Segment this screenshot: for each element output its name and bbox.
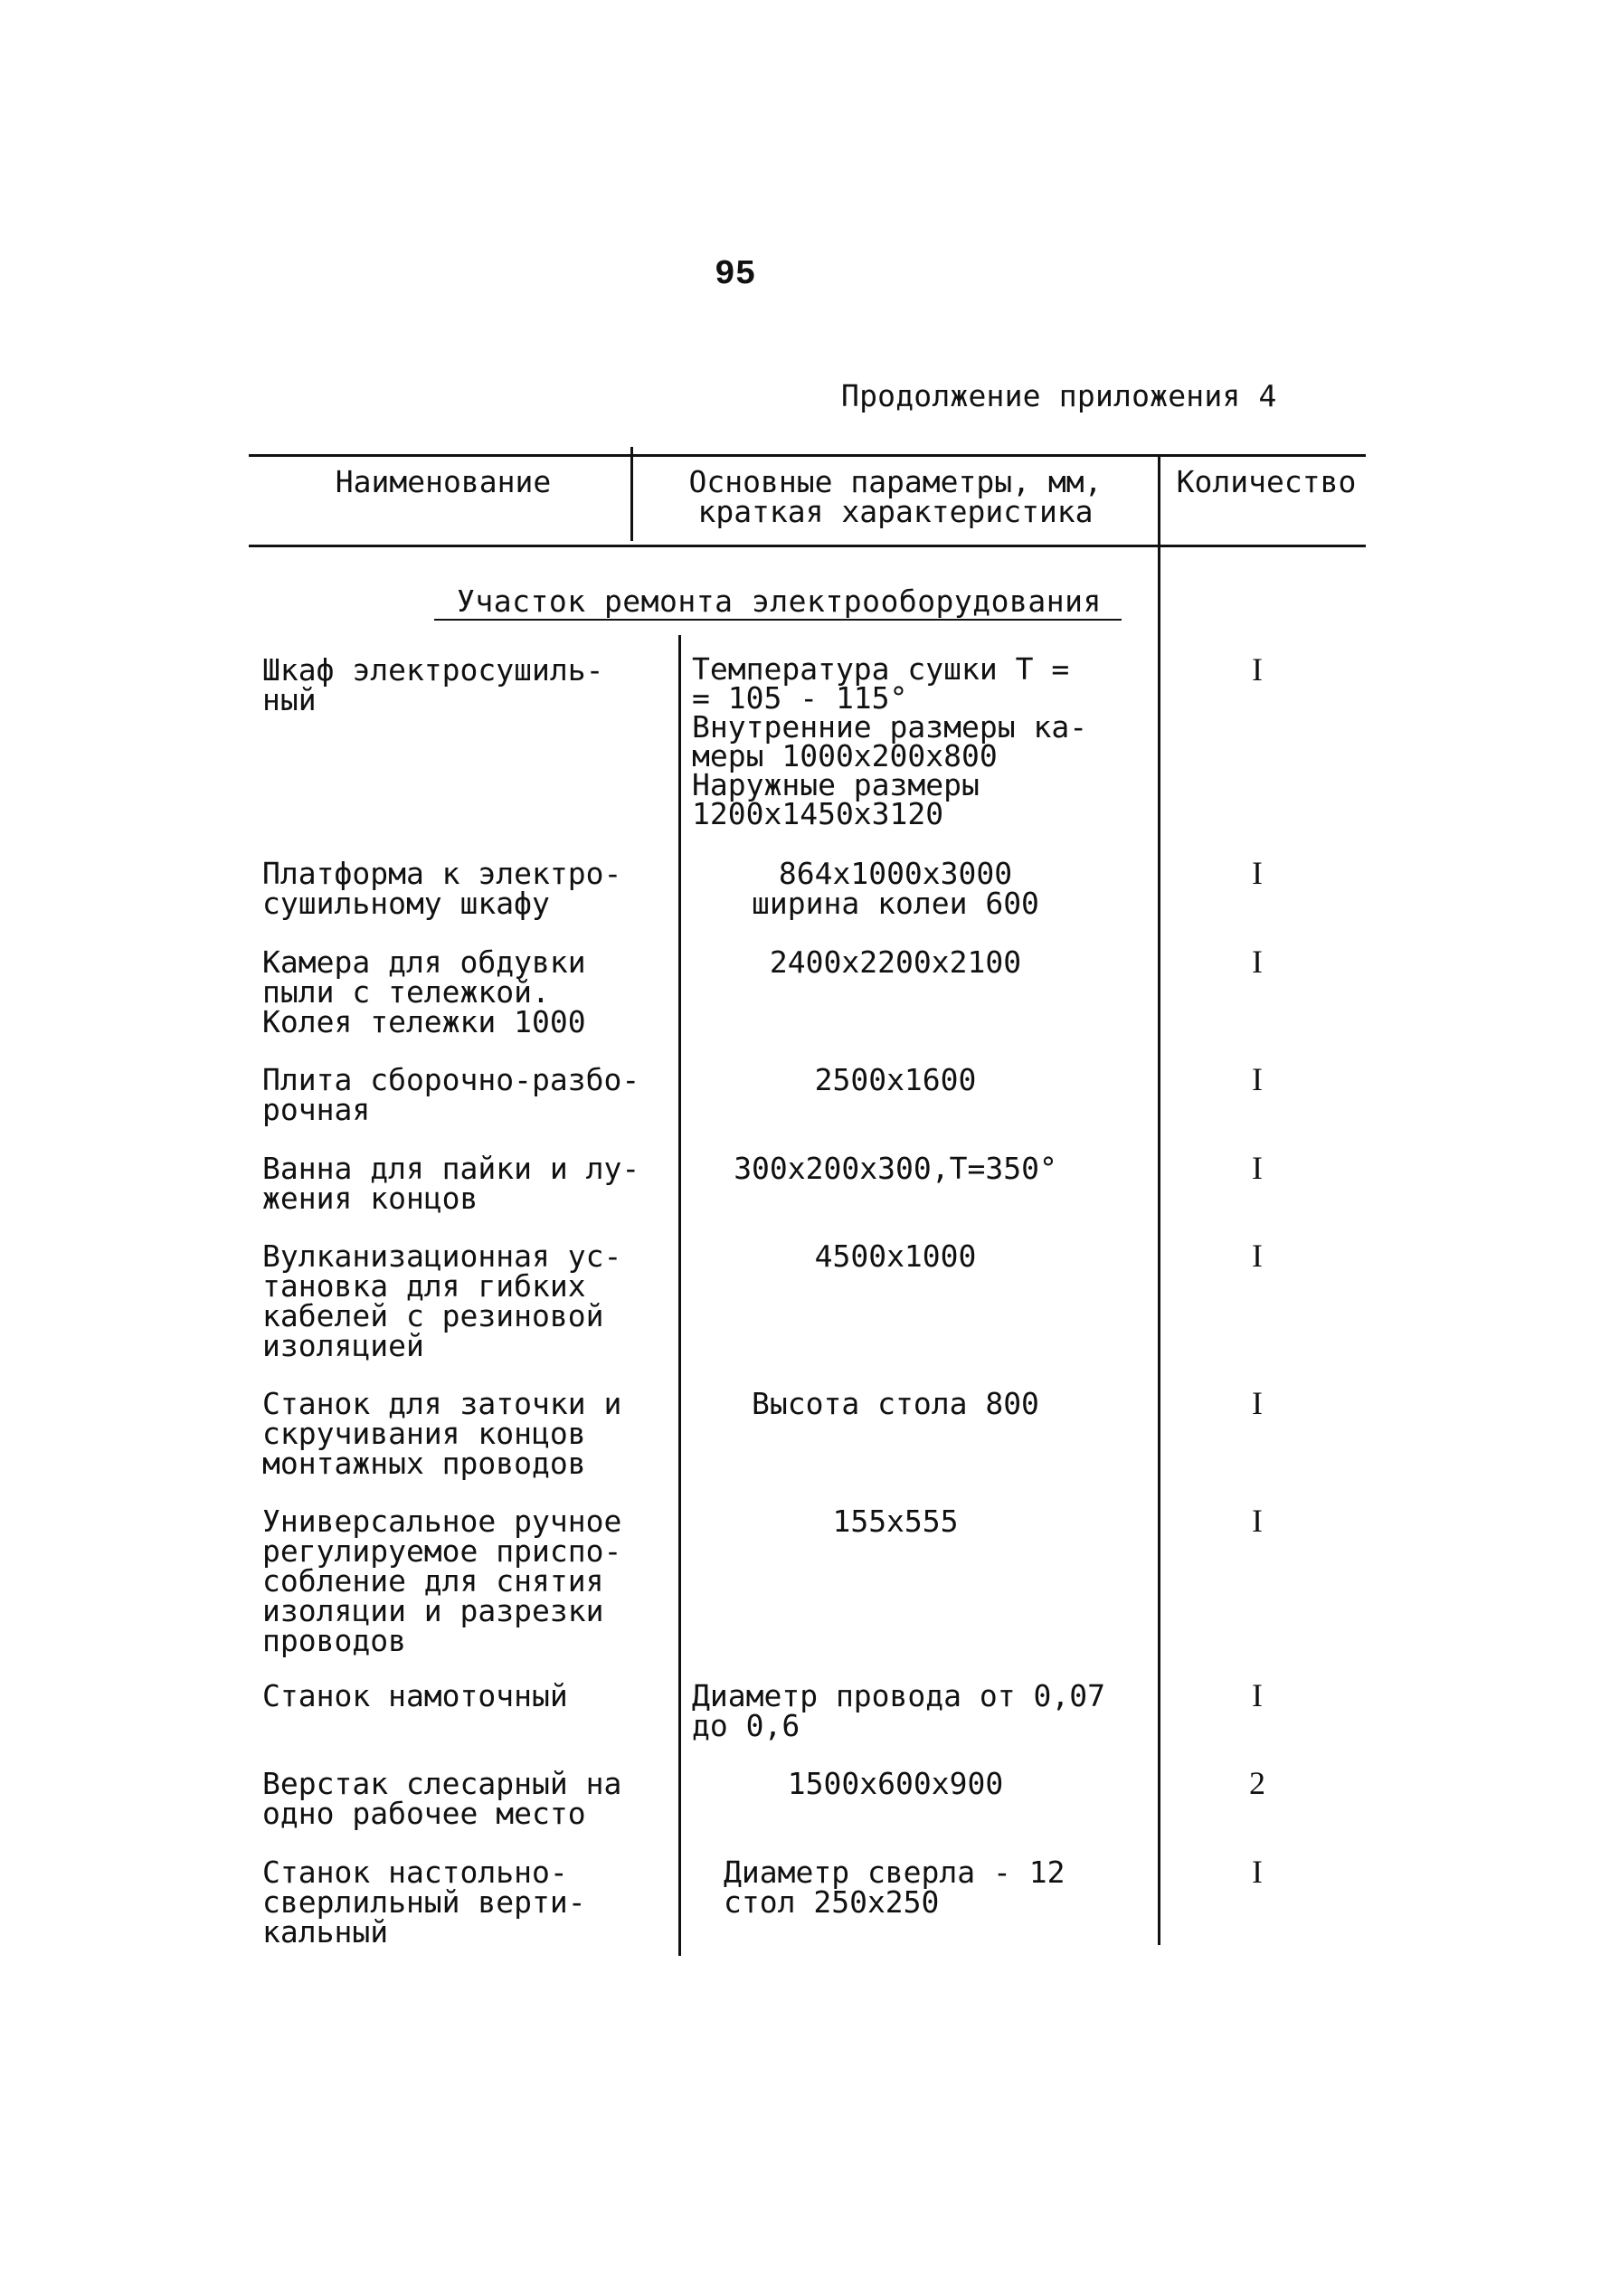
row-params <box>669 1238 1122 1274</box>
row-name-line: жения концов <box>262 1181 478 1216</box>
row-name-line: ный <box>262 682 317 717</box>
row-name-line: Камера для обдувки <box>262 944 586 980</box>
row-params-line: 2400x2200x2100 <box>769 944 1022 980</box>
row-name-line: скручивания концов <box>262 1416 586 1451</box>
row-name-line: Станок настольно- <box>262 1855 568 1890</box>
row-name-line: Шкаф электросушиль- <box>262 652 604 688</box>
row-params <box>669 1386 1122 1421</box>
row-quantity: I <box>1252 855 1263 891</box>
row-name <box>262 1238 642 1363</box>
row-name <box>262 944 642 1039</box>
row-name <box>262 1678 642 1713</box>
row-quantity: I <box>1252 1385 1263 1421</box>
row-name-line: сверлильный верти- <box>262 1884 586 1920</box>
section-title: Участок ремонта электрооборудования <box>457 583 1102 619</box>
row-name-line: тановка для гибких <box>262 1268 586 1304</box>
row-name-line: Универсальное ручное <box>262 1504 622 1539</box>
row-name <box>262 652 642 717</box>
row-name-line: одно рабочее место <box>262 1796 586 1831</box>
header-params-line1: Основные параметры, мм, <box>688 464 1103 499</box>
body-divider-left <box>678 635 681 1956</box>
table-header-bottom-rule <box>249 545 1366 547</box>
row-params-line: Температура сушки Т = <box>692 651 1070 687</box>
row-name <box>262 856 642 921</box>
row-name-line: Колея тележки 1000 <box>262 1004 586 1039</box>
row-name-line: сушильному шкафу <box>262 886 550 921</box>
page-number: 95 <box>715 255 756 294</box>
row-params-line: 864x1000x3000 <box>778 856 1013 891</box>
row-quantity: I <box>1252 944 1263 980</box>
row-name-line: Верстак слесарный на <box>262 1766 622 1801</box>
header-quantity: Количество <box>1176 464 1357 499</box>
row-params-line: 155x555 <box>832 1504 959 1539</box>
row-params-line: 4500x1000 <box>814 1238 977 1274</box>
row-params <box>669 1151 1122 1186</box>
row-name <box>262 1766 642 1831</box>
row-quantity: I <box>1252 1854 1263 1890</box>
header-params <box>642 464 1149 529</box>
row-quantity: I <box>1252 1677 1263 1713</box>
row-name-line: Вулканизационная ус- <box>262 1238 622 1274</box>
row-name-line: собление для снятия <box>262 1563 604 1599</box>
row-name-line: Платформа к электро- <box>262 856 622 891</box>
row-name-line: проводов <box>262 1623 406 1658</box>
row-name-line: монтажных проводов <box>262 1446 586 1481</box>
row-params-line: ширина колеи 600 <box>752 886 1039 921</box>
header-params-line2: краткая характеристика <box>697 494 1094 529</box>
row-params-line: меры 1000x200x800 <box>692 738 998 773</box>
row-params-line: = 105 - 115° <box>692 680 908 716</box>
row-params <box>669 1766 1122 1801</box>
row-params-line: Высота стола 800 <box>752 1386 1039 1421</box>
row-name-line: регулируемое приспо- <box>262 1533 622 1569</box>
header-name: Наименование <box>335 464 552 499</box>
row-params-line: до 0,6 <box>692 1708 800 1743</box>
row-name-line: Станок намоточный <box>262 1678 568 1713</box>
row-params <box>669 944 1122 980</box>
row-params-line: 300x200x300,T=350° <box>734 1151 1057 1186</box>
row-name <box>262 1386 642 1481</box>
row-name-line: Плита сборочно-разбо- <box>262 1062 640 1097</box>
row-name-line: рочная <box>262 1092 371 1127</box>
row-name <box>262 1506 642 1656</box>
row-params-line: Диаметр провода от 0,07 <box>692 1678 1105 1713</box>
row-name-line: Станок для заточки и <box>262 1386 622 1421</box>
row-name-line: пыли с тележкой. <box>262 974 550 1010</box>
row-params <box>669 856 1122 921</box>
row-quantity: I <box>1252 1150 1263 1186</box>
row-params <box>669 1504 1122 1539</box>
row-params-line: Внутренние размеры ка- <box>692 709 1088 745</box>
row-params-line: 2500x1600 <box>814 1062 977 1097</box>
section-underline <box>434 619 1122 621</box>
row-quantity: 2 <box>1249 1765 1265 1801</box>
row-params-line: Диаметр сверла - 12 <box>724 1855 1065 1890</box>
row-params <box>724 1855 1194 1920</box>
row-params <box>692 1678 1162 1743</box>
row-name-line: кабелей с резиновой <box>262 1298 604 1333</box>
header-divider-left <box>630 447 633 541</box>
row-params <box>692 651 1162 831</box>
row-quantity: I <box>1252 1238 1263 1274</box>
row-name <box>262 1151 642 1216</box>
row-name <box>262 1855 642 1950</box>
header-divider-right <box>1158 454 1160 545</box>
row-name-line: изоляцией <box>262 1328 424 1363</box>
row-name-line: изоляции и разрезки <box>262 1593 604 1628</box>
table-top-rule <box>249 454 1366 457</box>
continuation-heading: Продолжение приложения 4 <box>841 378 1277 413</box>
row-quantity: I <box>1252 1503 1263 1539</box>
row-name <box>262 1062 642 1127</box>
row-name-line: кальный <box>262 1914 389 1950</box>
row-quantity: I <box>1252 651 1263 688</box>
row-name-line: Ванна для пайки и лу- <box>262 1151 640 1186</box>
row-params-line: 1500x600x900 <box>787 1766 1004 1801</box>
row-quantity: I <box>1252 1061 1263 1097</box>
row-params-line: Наружные размеры <box>692 767 980 802</box>
row-params-line: стол 250x250 <box>724 1884 940 1920</box>
row-params <box>669 1062 1122 1097</box>
row-params-line: 1200x1450x3120 <box>692 796 944 831</box>
